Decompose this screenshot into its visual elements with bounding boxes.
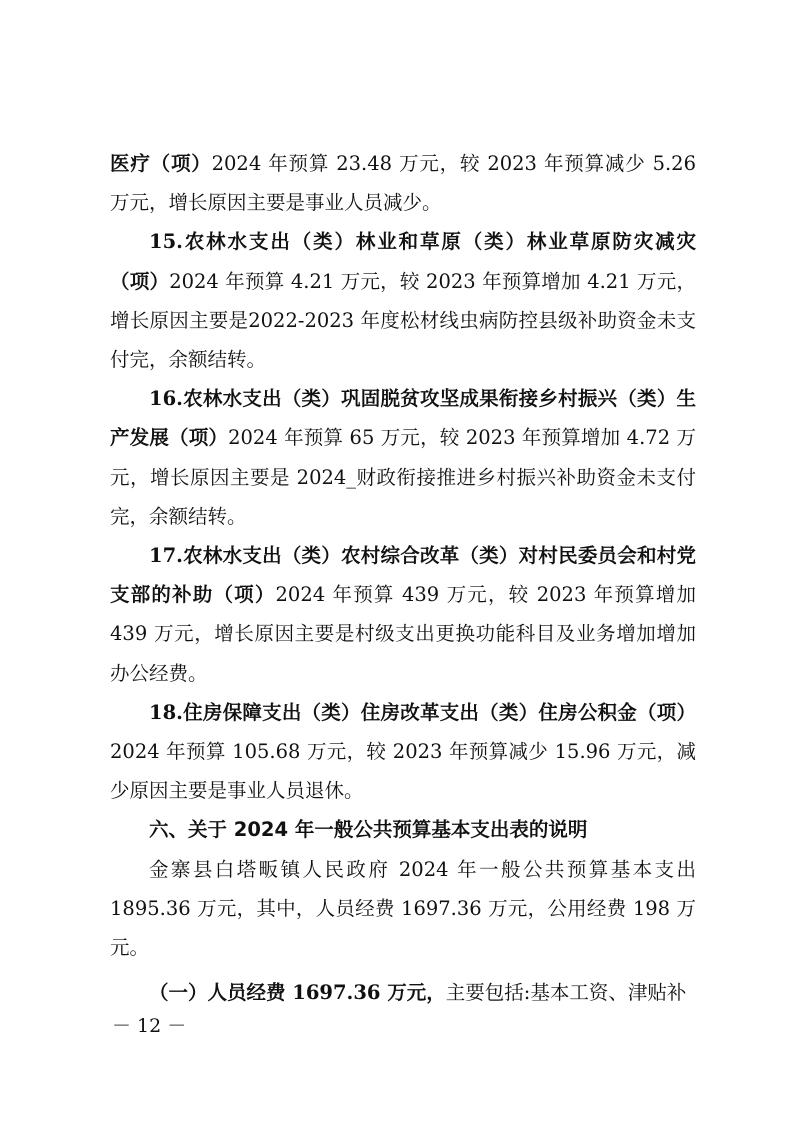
page-number: － 12 － [112, 1015, 187, 1037]
section-heading: 六、关于 2024 年一般公共预算基本支出表的说明 [149, 818, 588, 842]
paragraph-text: 2024 年预算 65 万元，较 2023 年预算增加 4.72 万元，增长原因主要是 2024_财政衔接推进乡村振兴补助资金未支付完，余额结转。 [110, 426, 696, 528]
paragraph-text: 2024 年预算 23.48 万元，较 2023 年预算减少 5.26 万元，增长原因主要是事业人员减少。 [110, 152, 696, 215]
page-content [110, 144, 696, 1012]
paragraph-text: 2024 年预算 439 万元，较 2023 年预算增加 439 万元，增长原因主要是村级支出更换功能科目及业务增加增加办公经费。 [110, 583, 696, 685]
sub-item-personnel [110, 973, 696, 1012]
sub-item-text: 主要包括:基本工资、津贴补 [445, 981, 687, 1005]
paragraph-bold-lead: 18.住房保障支出（类）住房改革支出（类）住房公积金（项） [149, 700, 696, 724]
paragraph-item-15 [110, 222, 696, 379]
sub-item-bold-lead: （一）人员经费 1697.36 万元， [149, 981, 446, 1005]
paragraph-text: 2024 年预算 4.21 万元，较 2023 年预算增加 4.21 万元，增长原因主要是2022-2023 年度松材线虫病防控县级补助资金未支付完，余额结转。 [110, 269, 696, 372]
paragraph-bold-lead: 医疗（项） [110, 152, 212, 175]
paragraph-bold-lead: 17.农林水支出（类）农村综合改革（类）对村民委员会和村党支部的补助（项） [110, 544, 696, 607]
paragraph-item-17 [110, 536, 696, 693]
paragraph-item-16 [110, 379, 696, 536]
paragraph-bold-lead: 15.农林水支出（类）林业和草原（类）林业草原防灾减灾（项） [110, 230, 696, 293]
paragraph-text: 2024 年预算 105.68 万元，较 2023 年预算减少 15.96 万元，减少原因主要是事业人员退休。 [110, 740, 696, 803]
paragraph-medical [110, 144, 696, 222]
paragraph-item-18 [110, 693, 696, 811]
section-body: 金寨县白塔畈镇人民政府 2024 年一般公共预算基本支出 1895.36 万元，其中，人员经费 1697.36 万元，公用经费 198 万元。 [110, 857, 696, 960]
paragraph-bold-lead: 16.农林水支出（类）巩固脱贫攻坚成果衔接乡村振兴（类）生产发展（项） [110, 387, 696, 450]
